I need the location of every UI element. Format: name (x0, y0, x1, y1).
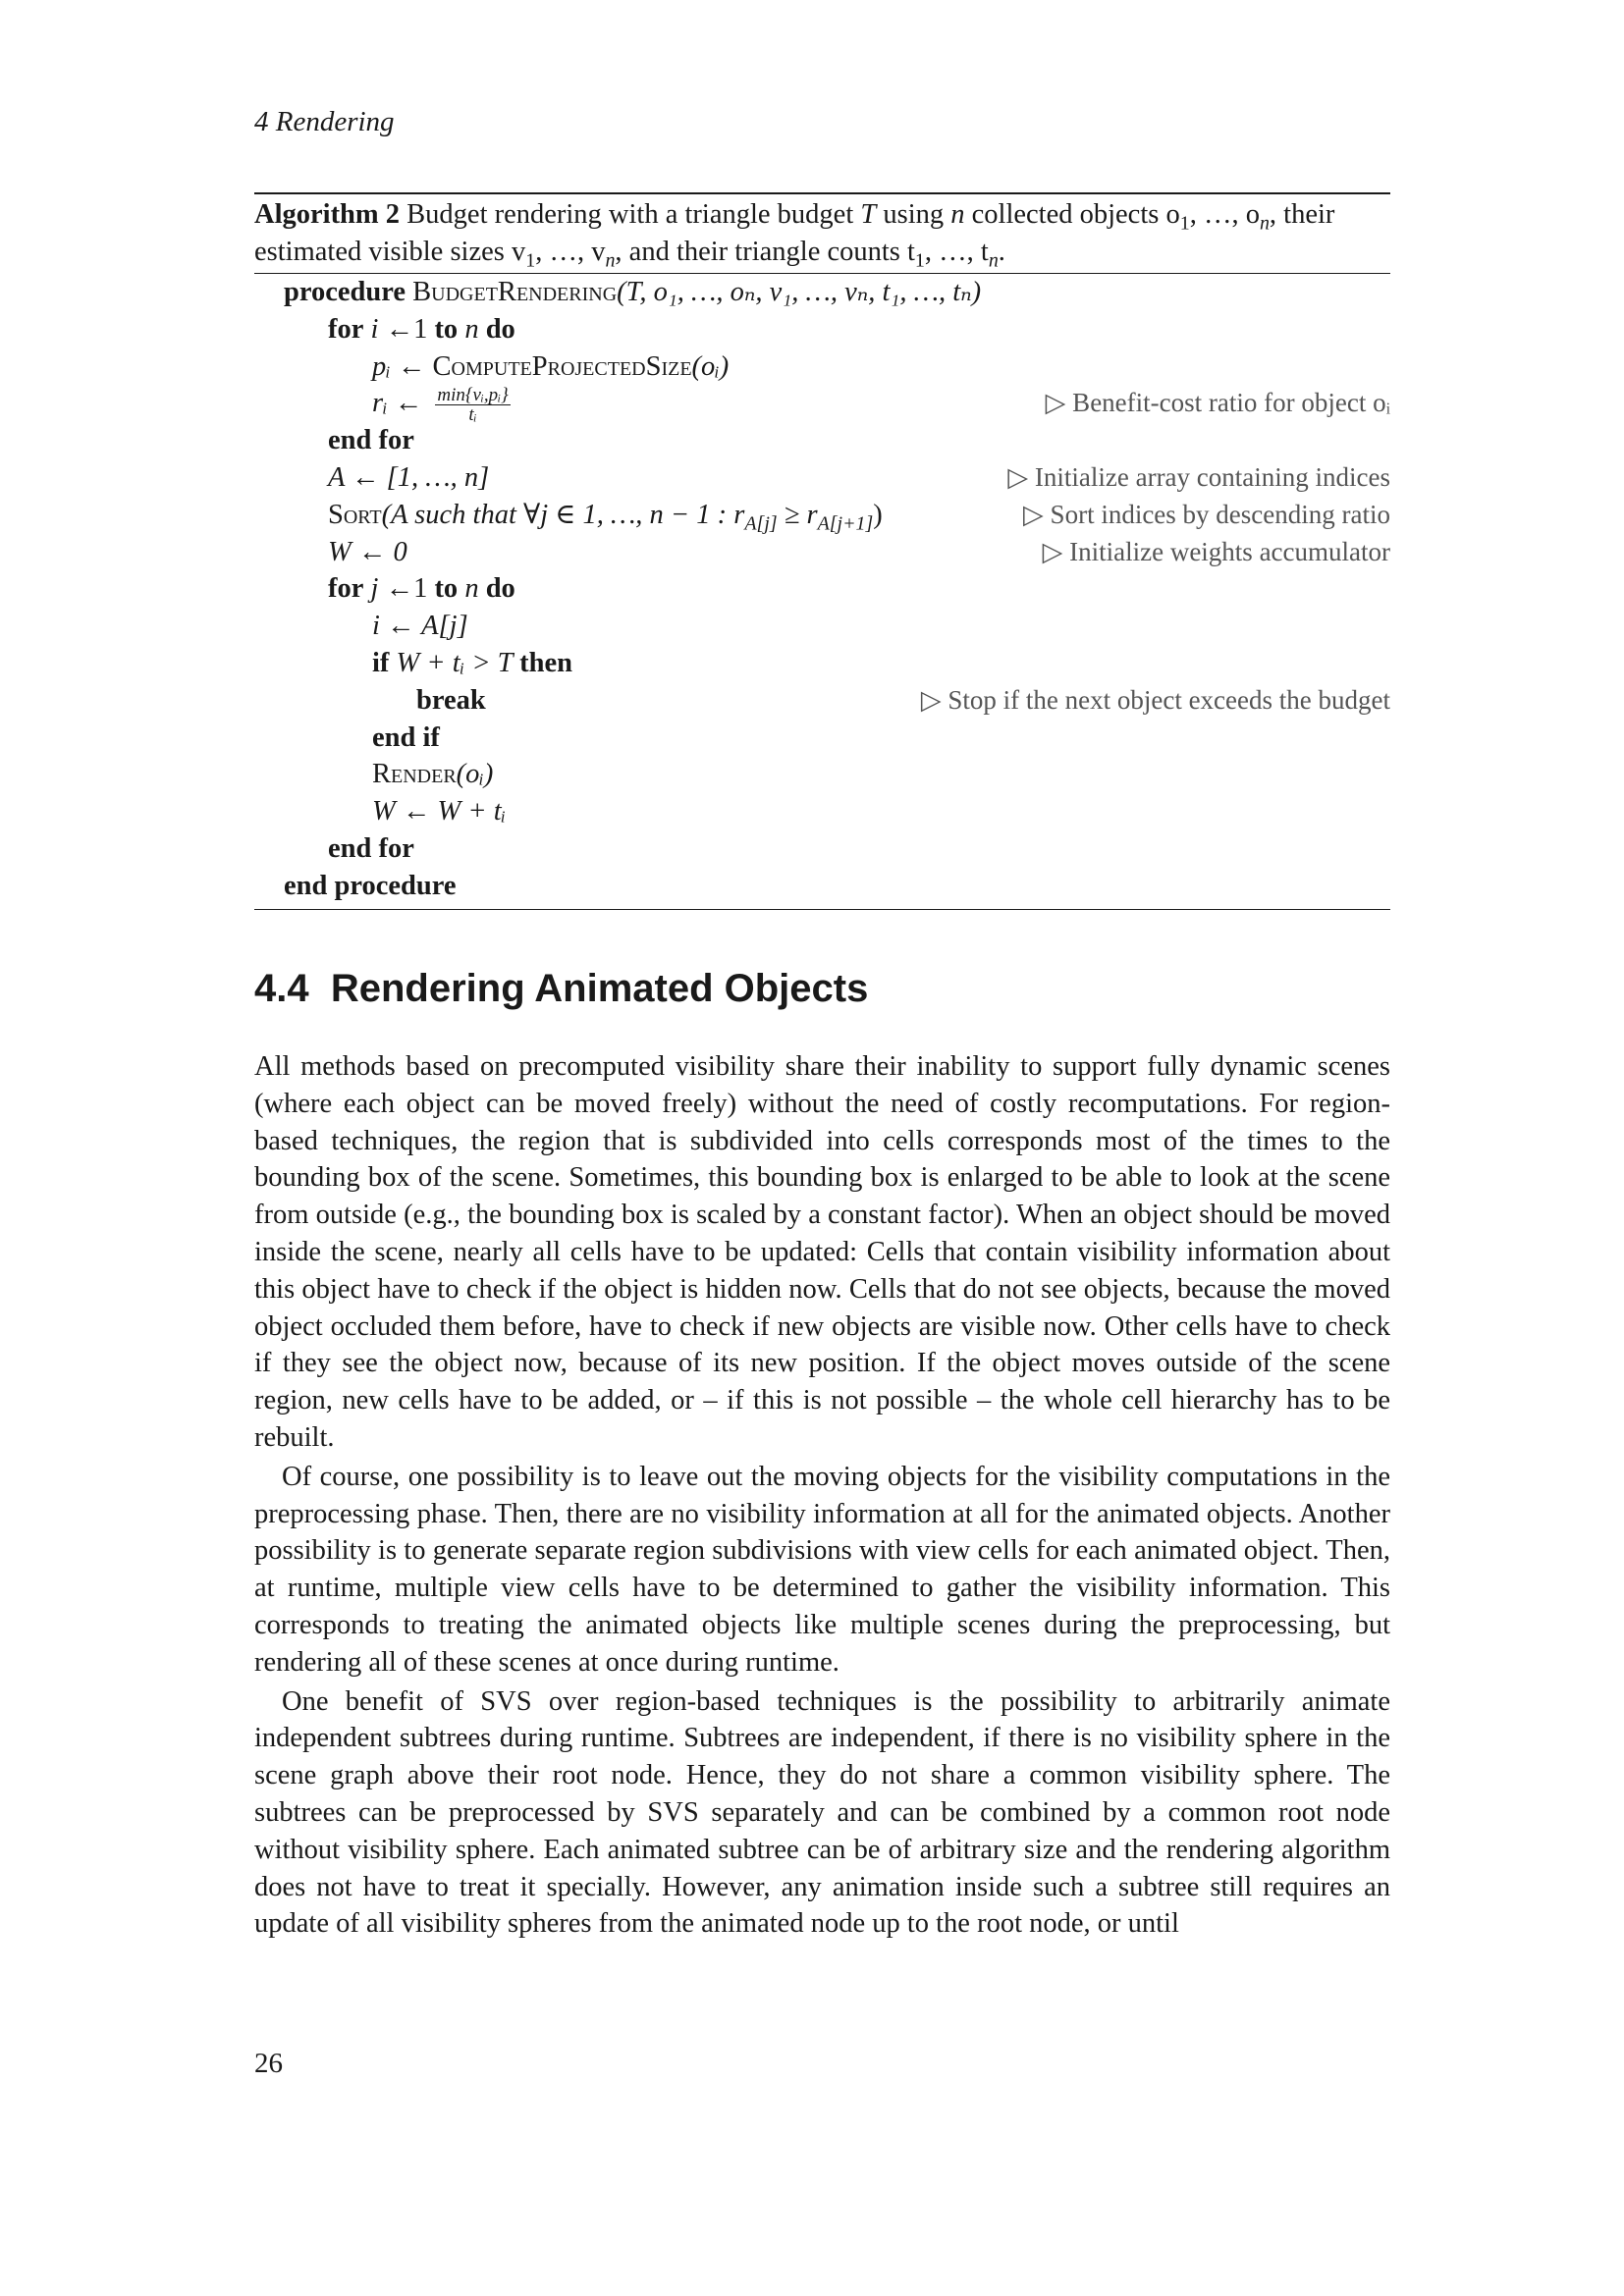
algo-comment: ▷ Initialize array containing indices (1007, 461, 1390, 492)
algo-code: W ← 0 (328, 536, 407, 567)
code-text: pᵢ ← (372, 350, 433, 382)
keyword: do (485, 573, 515, 605)
code-text: ) (873, 499, 883, 530)
caption-text: , …, t (924, 237, 989, 267)
code-text: ←1 (378, 573, 435, 605)
keyword: for (328, 573, 364, 605)
algo-comment: ▷ Sort indices by descending ratio (1023, 499, 1390, 529)
fraction-numerator: min{vᵢ,pᵢ} (437, 385, 509, 406)
keyword: do (485, 313, 515, 345)
body-text (254, 1048, 1390, 1943)
page-number: 26 (254, 2048, 283, 2079)
algo-code: A ← [1, …, n] (328, 461, 490, 493)
algo-line (254, 459, 1390, 497)
code-text: (A such that ∀j ∈ 1, …, n − 1 : r (381, 499, 745, 530)
procedure-args: (T, o₁, …, oₙ, v₁, …, vₙ, t₁, …, tₙ) (617, 277, 982, 307)
algo-code (372, 385, 511, 424)
caption-math: n (950, 199, 965, 230)
keyword: for (328, 313, 364, 345)
math-var: n (464, 313, 479, 345)
algo-code: end if (372, 721, 440, 753)
algo-line (254, 720, 1390, 757)
fraction-denominator: tᵢ (468, 404, 477, 426)
keyword: to (434, 313, 459, 345)
algo-line (254, 682, 1390, 720)
code-sub: A[j+1] (817, 512, 874, 535)
algo-line (254, 868, 1390, 905)
algorithm-body (254, 274, 1390, 905)
math-var: j (370, 573, 379, 605)
algo-line (254, 645, 1390, 682)
caption-text: , …, o (1189, 199, 1260, 230)
running-head: 4 Rendering (254, 106, 395, 137)
algo-comment: ▷ Benefit-cost ratio for object oᵢ (1045, 388, 1390, 418)
algo-line (254, 274, 1390, 311)
caption-sub: n (988, 249, 999, 272)
caption-text: , their estimated visible sizes v (254, 199, 1335, 267)
caption-math: T (860, 199, 877, 230)
algo-code (328, 311, 515, 348)
caption-text: , …, v (535, 237, 606, 267)
algo-code: i ← A[j] (372, 611, 468, 642)
algo-line (254, 570, 1390, 608)
caption-sub: n (605, 249, 616, 272)
algo-line (254, 534, 1390, 571)
function-name: Sort (328, 499, 382, 530)
algo-code: W ← W + tᵢ (372, 796, 507, 828)
caption-sub: 1 (914, 249, 925, 272)
algo-code (372, 645, 572, 682)
algo-line (254, 385, 1390, 426)
caption-text: collected objects o (964, 199, 1180, 230)
section-title: Rendering Animated Objects (330, 967, 869, 1010)
algo-code: end for (328, 832, 414, 864)
keyword: to (434, 573, 459, 605)
function-name: Render (372, 759, 457, 790)
keyword: procedure (284, 277, 406, 307)
algorithm-label: Algorithm 2 (254, 199, 401, 230)
section-number: 4.4 (254, 967, 309, 1010)
code-sub: A[j] (744, 512, 778, 535)
caption-text: using (876, 199, 951, 230)
caption-text: , and their triangle counts t (615, 237, 915, 267)
algorithm-bottom-rule (254, 909, 1390, 910)
algo-line (254, 311, 1390, 348)
algo-comment: ▷ Stop if the next object exceeds the budget (920, 684, 1390, 715)
code-text: ←1 (378, 313, 435, 345)
code-text: (oᵢ) (691, 350, 730, 382)
section-heading (254, 967, 868, 1011)
fraction (435, 386, 510, 424)
code-text: rᵢ ← (372, 388, 430, 419)
algo-code (372, 348, 729, 386)
algo-line (254, 497, 1390, 534)
procedure-name: BudgetRendering (412, 277, 618, 307)
function-name: ComputeProjectedSize (432, 350, 692, 382)
algo-line (254, 422, 1390, 459)
algo-code (372, 756, 493, 793)
code-text: ≥ r (777, 499, 818, 530)
caption-sub: n (1259, 212, 1270, 235)
algo-line (254, 830, 1390, 868)
algo-line (254, 608, 1390, 645)
code-text: W + tᵢ > T (389, 647, 520, 678)
keyword: then (519, 647, 572, 678)
caption-sub: 1 (525, 249, 536, 272)
caption-text: Budget rendering with a triangle budget (400, 199, 861, 230)
algo-line (254, 793, 1390, 830)
caption-sub: 1 (1179, 212, 1190, 235)
caption-text: . (998, 237, 1005, 267)
paragraph: One benefit of SVS over region-based techniques is the possibility to arbitrarily animate independent subtrees during runtime. Subtrees are independent, if there is no visibility sphere in the scene graph above their root node. Hence, they do not share a common visibility sphere. The subtrees can be preprocessed by SVS separately and can be combined by a common root node without visibility sphere. Each animated subtree can be of arbitrary size and the rendering algorithm does not have to treat it specially. However, any animation inside such a subtree still requires an update of all visibility spheres from the animated node up to the root node, or until (254, 1685, 1390, 1940)
math-var: n (464, 573, 479, 605)
algo-code: end for (328, 425, 414, 456)
code-text: (oᵢ) (456, 759, 494, 790)
paragraph: Of course, one possibility is to leave out the moving objects for the visibility computations in the preprocessing phase. Then, there are no visibility information at all for the animated objects. Another possibility is to generate separate region subdivisions with view cells for each animated object. Then, at runtime, multiple view cells have to be determined to gather the visibility information. This corresponds to treating the animated objects like multiple scenes during the preprocessing, but rendering all of these scenes at once during runtime. (254, 1461, 1390, 1678)
algo-code (328, 570, 515, 608)
paragraph: All methods based on precomputed visibility share their inability to support fully dynamic scenes (where each object can be moved freely) without the need of costly recomputations. For region-based techniques, the region that is subdivided into cells corresponds most of the times to the bounding box of the scene. Sometimes, this bounding box is enlarged to be able to look at the scene from outside (e.g., the bounding box is scaled by a constant factor). When an object should be moved inside the scene, nearly all cells have to be updated: Cells that contain visibility information about this object have to check if the object is hidden now. Cells that do not see objects, because the moved object occluded them before, have to check if new objects are visible now. Other cells have to check if they see the object now, because of its new position. If the object moves outside of the scene region, new cells have to be added, or – if this is not possible – the whole cell hierarchy has to be rebuilt. (254, 1051, 1390, 1453)
algo-line (254, 756, 1390, 793)
algo-code (284, 274, 981, 311)
algorithm-box (254, 192, 1390, 910)
algo-code (328, 497, 883, 534)
math-var: i (370, 313, 379, 345)
algo-line (254, 348, 1390, 386)
algo-comment: ▷ Initialize weights accumulator (1042, 536, 1390, 566)
keyword: if (372, 647, 390, 678)
algo-code: break (416, 684, 486, 716)
algo-code: end procedure (284, 870, 457, 901)
algorithm-caption (254, 194, 1390, 273)
